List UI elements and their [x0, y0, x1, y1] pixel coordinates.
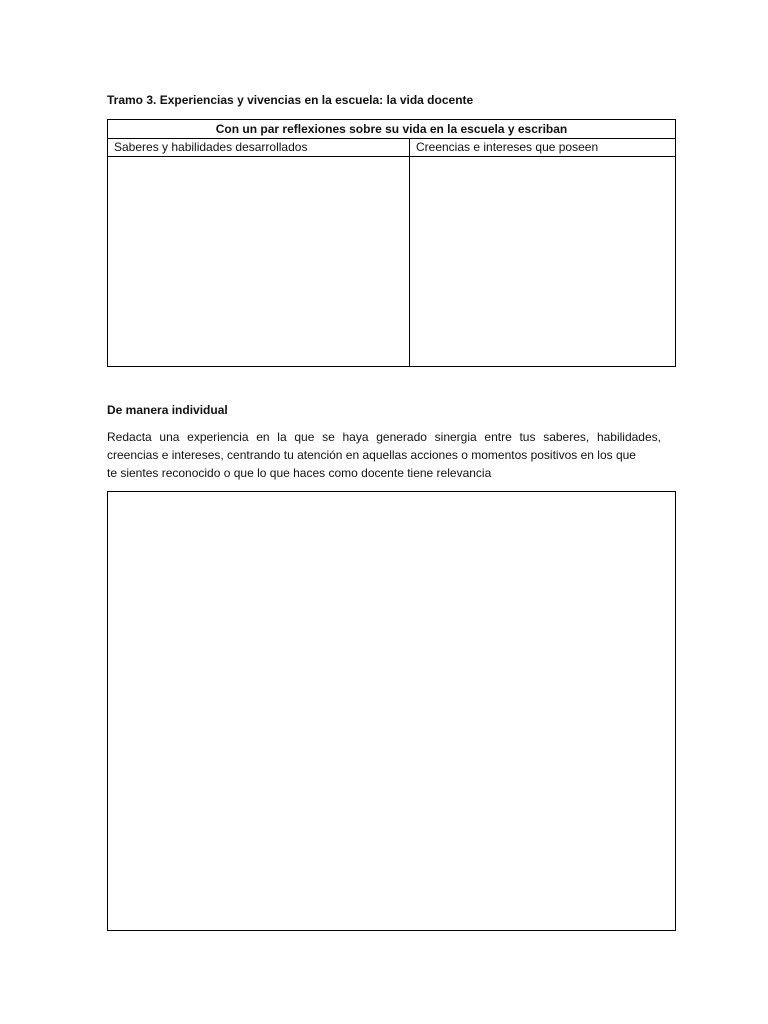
- section-title-individual: De manera individual: [107, 403, 228, 417]
- instruction-paragraph: [107, 428, 661, 482]
- response-box[interactable]: [107, 491, 676, 931]
- cell-creencias[interactable]: [410, 157, 675, 366]
- reflection-table: [107, 119, 676, 367]
- instruction-line: te sientes reconocido o que lo que haces como docente tiene relevancia: [107, 466, 492, 480]
- instruction-line: Redacta una experiencia en la que se haya generado sinergia entre tus saberes, habilidades,: [107, 430, 661, 444]
- column-label-creencias: Creencias e intereses que poseen: [416, 140, 599, 154]
- section-title-tramo-3: Tramo 3. Experiencias y vivencias en la escuela: la vida docente: [107, 93, 474, 107]
- cell-saberes[interactable]: [108, 157, 409, 366]
- table-header: Con un par reflexiones sobre su vida en la escuela y escriban: [108, 120, 675, 139]
- column-label-saberes: Saberes y habilidades desarrollados: [114, 140, 308, 154]
- instruction-line: creencias e intereses, centrando tu atención en aquellas acciones o momentos positivos en los que: [107, 448, 636, 462]
